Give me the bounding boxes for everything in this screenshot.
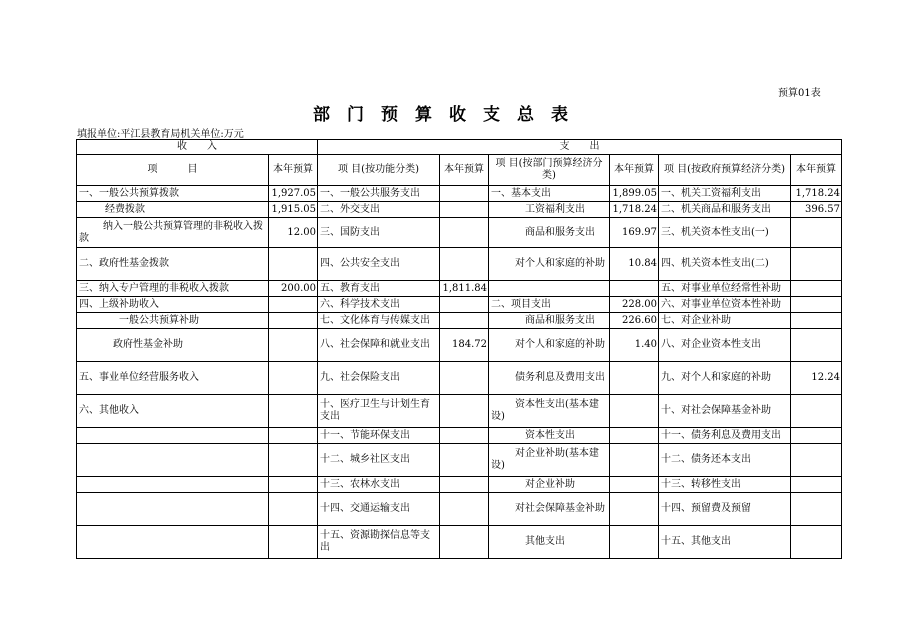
dept-economic-amount: 10.84 (610, 248, 659, 281)
gov-economic-item: 二、机关商品和服务支出 (659, 202, 791, 218)
gov-economic-amount (791, 444, 842, 477)
gov-economic-item: 十二、债务还本支出 (659, 444, 791, 477)
income-amount: 200.00 (269, 281, 318, 297)
gov-economic-amount (791, 493, 842, 526)
income-item (77, 477, 269, 493)
dept-economic-amount (610, 477, 659, 493)
col-header-income-item: 项 目 (77, 155, 269, 186)
dept-economic-amount (610, 526, 659, 559)
functional-amount (440, 428, 489, 444)
page-label: 预算01表 (778, 88, 821, 99)
functional-amount (440, 493, 489, 526)
income-item: 政府性基金补助 (77, 329, 269, 362)
income-amount: 12.00 (269, 218, 318, 248)
income-amount (269, 477, 318, 493)
gov-economic-item: 三、机关资本性支出(一) (659, 218, 791, 248)
gov-economic-amount (791, 297, 842, 313)
functional-item: 十三、农林水支出 (318, 477, 440, 493)
functional-item: 十五、资源勘探信息等支出 (318, 526, 440, 559)
functional-item: 十四、交通运输支出 (318, 493, 440, 526)
income-item (77, 428, 269, 444)
income-item: 六、其他收入 (77, 395, 269, 428)
income-amount (269, 297, 318, 313)
gov-economic-amount: 1,718.24 (791, 186, 842, 202)
gov-economic-amount (791, 329, 842, 362)
gov-economic-item: 十一、债务利息及费用支出 (659, 428, 791, 444)
functional-item: 七、文化体育与传媒支出 (318, 313, 440, 329)
table-row (77, 428, 842, 444)
income-item: 三、纳入专户管理的非税收入拨款 (77, 281, 269, 297)
dept-economic-item: 对企业补助 (489, 477, 610, 493)
functional-item: 一、一般公共服务支出 (318, 186, 440, 202)
table-row (77, 329, 842, 362)
table-row (77, 186, 842, 202)
gov-economic-item: 八、对企业资本性支出 (659, 329, 791, 362)
gov-economic-item: 七、对企业补助 (659, 313, 791, 329)
functional-amount (440, 218, 489, 248)
functional-item: 六、科学技术支出 (318, 297, 440, 313)
gov-economic-item: 六、对事业单位资本性补助 (659, 297, 791, 313)
dept-economic-item: 资本性支出 (489, 428, 610, 444)
dept-economic-amount (610, 428, 659, 444)
table-row (77, 248, 842, 281)
income-amount (269, 313, 318, 329)
income-item: 五、事业单位经营服务收入 (77, 362, 269, 395)
gov-economic-item: 十五、其他支出 (659, 526, 791, 559)
income-item (77, 444, 269, 477)
dept-economic-amount: 228.00 (610, 297, 659, 313)
col-header-dept-economic-budget: 本年预算 (610, 155, 659, 186)
functional-item: 八、社会保障和就业支出 (318, 329, 440, 362)
gov-economic-item: 十、对社会保障基金补助 (659, 395, 791, 428)
functional-item: 四、公共安全支出 (318, 248, 440, 281)
functional-item: 五、教育支出 (318, 281, 440, 297)
gov-economic-amount (791, 526, 842, 559)
table-row (77, 493, 842, 526)
dept-economic-item: 工资福利支出 (489, 202, 610, 218)
table-row (77, 218, 842, 248)
gov-economic-amount (791, 395, 842, 428)
income-amount (269, 526, 318, 559)
column-header-row (77, 155, 842, 186)
table-row (77, 526, 842, 559)
dept-economic-item: 对个人和家庭的补助 (489, 329, 610, 362)
dept-economic-item: 一、基本支出 (489, 186, 610, 202)
unit-line: 填报单位:平江县教育局机关单位:万元 (77, 129, 244, 140)
income-item: 四、上级补助收入 (77, 297, 269, 313)
table-row (77, 362, 842, 395)
dept-economic-amount (610, 444, 659, 477)
income-amount (269, 395, 318, 428)
dept-economic-amount: 169.97 (610, 218, 659, 248)
table-row (77, 202, 842, 218)
functional-amount (440, 526, 489, 559)
functional-item: 九、社会保险支出 (318, 362, 440, 395)
dept-economic-item: 资本性支出(基本建设) (489, 395, 610, 428)
col-header-gov-economic-budget: 本年预算 (791, 155, 842, 186)
dept-economic-item: 对社会保障基金补助 (489, 493, 610, 526)
functional-amount (440, 313, 489, 329)
functional-item: 十、医疗卫生与计划生育支出 (318, 395, 440, 428)
income-item: 二、政府性基金拨款 (77, 248, 269, 281)
gov-economic-amount (791, 218, 842, 248)
table-row (77, 444, 842, 477)
gov-economic-item: 九、对个人和家庭的补助 (659, 362, 791, 395)
gov-economic-amount (791, 248, 842, 281)
functional-item: 三、国防支出 (318, 218, 440, 248)
functional-amount (440, 202, 489, 218)
col-header-income-budget: 本年预算 (269, 155, 318, 186)
dept-economic-amount (610, 395, 659, 428)
gov-economic-item: 五、对事业单位经常性补助 (659, 281, 791, 297)
table-row (77, 477, 842, 493)
gov-economic-amount: 12.24 (791, 362, 842, 395)
functional-amount (440, 477, 489, 493)
income-item: 一般公共预算补助 (77, 313, 269, 329)
dept-economic-item (489, 281, 610, 297)
gov-economic-amount: 396.57 (791, 202, 842, 218)
income-item: 纳入一般公共预算管理的非税收入拨款 (77, 218, 269, 248)
group-header-row (77, 140, 842, 155)
dept-economic-amount: 226.60 (610, 313, 659, 329)
income-item: 一、一般公共预算拨款 (77, 186, 269, 202)
gov-economic-amount (791, 428, 842, 444)
dept-economic-item: 其他支出 (489, 526, 610, 559)
gov-economic-item: 一、机关工资福利支出 (659, 186, 791, 202)
dept-economic-amount: 1,899.05 (610, 186, 659, 202)
income-item: 经费拨款 (77, 202, 269, 218)
budget-table (76, 139, 842, 559)
functional-amount (440, 362, 489, 395)
col-header-functional: 项 目(按功能分类) (318, 155, 440, 186)
table-row (77, 395, 842, 428)
dept-economic-amount (610, 493, 659, 526)
income-amount (269, 493, 318, 526)
table-row (77, 313, 842, 329)
gov-economic-item: 十三、转移性支出 (659, 477, 791, 493)
dept-economic-amount: 1,718.24 (610, 202, 659, 218)
expense-group-header: 支 出 (318, 140, 842, 155)
functional-amount: 184.72 (440, 329, 489, 362)
functional-amount (440, 395, 489, 428)
col-header-functional-budget: 本年预算 (440, 155, 489, 186)
functional-amount (440, 297, 489, 313)
functional-amount (440, 248, 489, 281)
functional-amount: 1,811.84 (440, 281, 489, 297)
dept-economic-item: 二、项目支出 (489, 297, 610, 313)
functional-item: 二、外交支出 (318, 202, 440, 218)
gov-economic-amount (791, 281, 842, 297)
income-amount (269, 428, 318, 444)
page-title: 部门预算收支总表 (313, 105, 585, 125)
col-header-gov-economic: 项 目(按政府预算经济分类) (659, 155, 791, 186)
functional-item: 十二、城乡社区支出 (318, 444, 440, 477)
dept-economic-item: 对个人和家庭的补助 (489, 248, 610, 281)
dept-economic-item: 债务利息及费用支出 (489, 362, 610, 395)
functional-item: 十一、节能环保支出 (318, 428, 440, 444)
dept-economic-amount (610, 362, 659, 395)
dept-economic-amount: 1.40 (610, 329, 659, 362)
dept-economic-amount (610, 281, 659, 297)
dept-economic-item: 商品和服务支出 (489, 218, 610, 248)
functional-amount (440, 444, 489, 477)
income-amount: 1,927.05 (269, 186, 318, 202)
col-header-dept-economic: 项 目(按部门预算经济分类) (489, 155, 610, 186)
income-amount (269, 248, 318, 281)
functional-amount (440, 186, 489, 202)
income-item (77, 526, 269, 559)
income-amount (269, 329, 318, 362)
gov-economic-item: 十四、预留费及预留 (659, 493, 791, 526)
income-item (77, 493, 269, 526)
dept-economic-item: 商品和服务支出 (489, 313, 610, 329)
dept-economic-item: 对企业补助(基本建设) (489, 444, 610, 477)
gov-economic-item: 四、机关资本性支出(二) (659, 248, 791, 281)
income-amount: 1,915.05 (269, 202, 318, 218)
income-amount (269, 444, 318, 477)
table-row (77, 281, 842, 297)
income-amount (269, 362, 318, 395)
gov-economic-amount (791, 477, 842, 493)
gov-economic-amount (791, 313, 842, 329)
table-row (77, 297, 842, 313)
income-group-header: 收 入 (77, 140, 318, 155)
